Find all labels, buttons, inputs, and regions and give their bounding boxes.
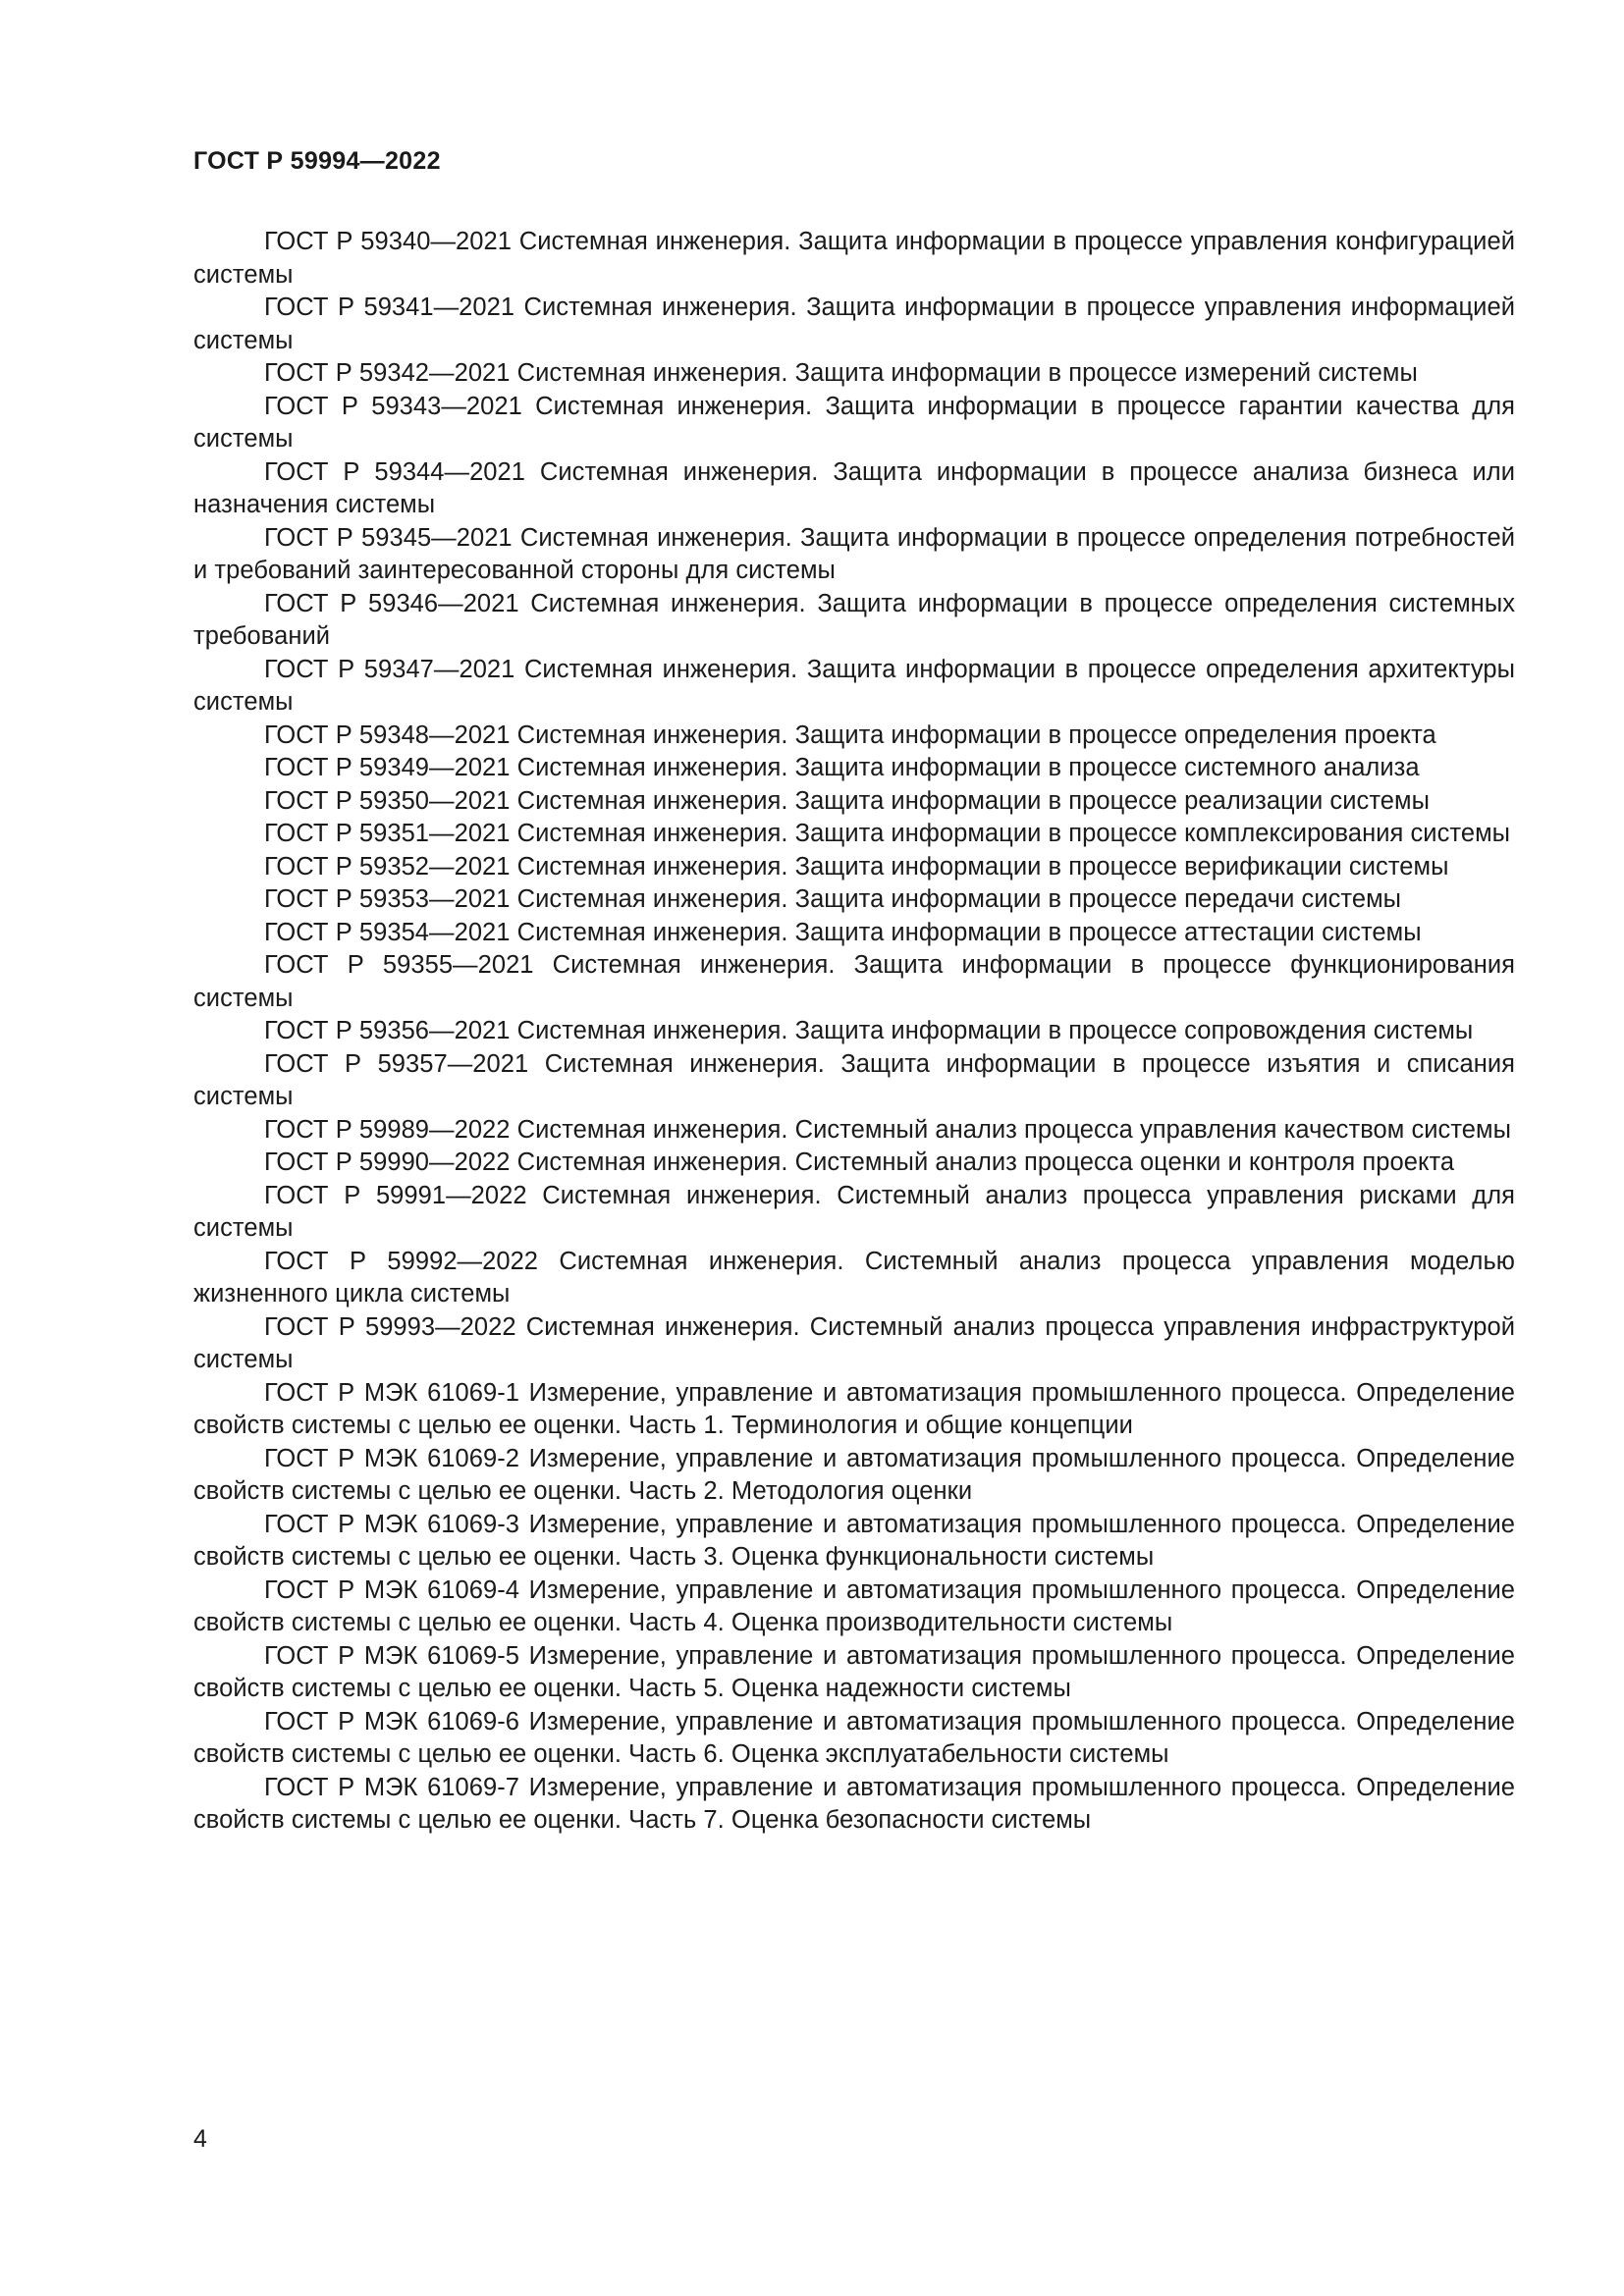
reference-item: ГОСТ Р 59340—2021 Системная инженерия. Защита информации в процессе управления конфигурацией системы xyxy=(193,228,1515,289)
reference-item: ГОСТ Р 59341—2021 Системная инженерия. Защита информации в процессе управления информацией системы xyxy=(193,294,1515,354)
reference-item: ГОСТ Р МЭК 61069-6 Измерение, управление и автоматизация промышленного процесса. Определение свойств системы с целью ее оценки. Часть 6. Оценка эксплуатабельности системы xyxy=(193,1707,1515,1768)
reference-item: ГОСТ Р 59349—2021 Системная инженерия. Защита информации в процессе системного анализа xyxy=(264,754,1420,781)
document-header: ГОСТ Р 59994—2022 xyxy=(193,147,441,175)
reference-item: ГОСТ Р 59350—2021 Системная инженерия. Защита информации в процессе реализации системы xyxy=(264,786,1430,815)
reference-item: ГОСТ Р 59353—2021 Системная инженерия. Защита информации в процессе передачи системы xyxy=(264,885,1402,913)
reference-list xyxy=(193,226,1515,1838)
reference-item: ГОСТ Р МЭК 61069-5 Измерение, управление и автоматизация промышленного процесса. Определение свойств системы с целью ее оценки. Часть 5. Оценка надежности системы xyxy=(193,1641,1515,1702)
reference-item: ГОСТ Р 59345—2021 Системная инженерия. Защита информации в процессе определения потребностей и требований заинтересованной стороны для системы xyxy=(193,523,1515,584)
reference-item: ГОСТ Р 59357—2021 Системная инженерия. Защита информации в процессе изъятия и списания системы xyxy=(193,1049,1515,1110)
reference-item: ГОСТ Р МЭК 61069-7 Измерение, управление и автоматизация промышленного процесса. Определение свойств системы с целью ее оценки. Часть 7. Оценка безопасности системы xyxy=(193,1773,1515,1834)
reference-item: ГОСТ Р 59354—2021 Системная инженерия. Защита информации в процессе аттестации системы xyxy=(264,918,1422,946)
reference-item: ГОСТ Р 59348—2021 Системная инженерия. Защита информации в процессе определения проекта xyxy=(264,721,1436,749)
reference-item: ГОСТ Р 59989—2022 Системная инженерия. Системный анализ процесса управления качеством системы xyxy=(264,1115,1511,1144)
reference-item: ГОСТ Р 59355—2021 Системная инженерия. Защита информации в процессе функционирования системы xyxy=(193,951,1515,1012)
reference-item: ГОСТ Р 59352—2021 Системная инженерия. Защита информации в процессе верификации системы xyxy=(264,852,1449,881)
reference-item: ГОСТ Р 59346—2021 Системная инженерия. Защита информации в процессе определения системных требований xyxy=(193,589,1515,650)
reference-item: ГОСТ Р МЭК 61069-4 Измерение, управление и автоматизация промышленного процесса. Определение свойств системы с целью ее оценки. Часть 4. Оценка производительности системы xyxy=(193,1575,1515,1636)
reference-item: ГОСТ Р 59344—2021 Системная инженерия. Защита информации в процессе анализа бизнеса или назначения системы xyxy=(193,457,1515,518)
reference-item: ГОСТ Р 59993—2022 Системная инженерия. Системный анализ процесса управления инфраструктурой системы xyxy=(193,1312,1515,1373)
page-number: 4 xyxy=(193,2125,207,2153)
reference-item: ГОСТ Р 59342—2021 Системная инженерия. Защита информации в процессе измерений системы xyxy=(264,359,1418,387)
reference-item: ГОСТ Р МЭК 61069-3 Измерение, управление и автоматизация промышленного процесса. Определение свойств системы с целью ее оценки. Часть 3. Оценка функциональности системы xyxy=(193,1510,1515,1571)
reference-item: ГОСТ Р 59351—2021 Системная инженерия. Защита информации в процессе комплексирования системы xyxy=(264,820,1511,847)
reference-item: ГОСТ Р 59343—2021 Системная инженерия. Защита информации в процессе гарантии качества для системы xyxy=(193,392,1515,453)
reference-item: ГОСТ Р 59347—2021 Системная инженерия. Защита информации в процессе определения архитектуры системы xyxy=(193,655,1515,716)
reference-item: ГОСТ Р 59991—2022 Системная инженерия. Системный анализ процесса управления рисками для системы xyxy=(193,1181,1515,1242)
reference-item: ГОСТ Р 59990—2022 Системная инженерия. Системный анализ процесса оценки и контроля проекта xyxy=(264,1148,1455,1176)
reference-item: ГОСТ Р 59992—2022 Системная инженерия. Системный анализ процесса управления моделью жизненного цикла системы xyxy=(193,1247,1515,1308)
reference-item: ГОСТ Р МЭК 61069-2 Измерение, управление и автоматизация промышленного процесса. Определение свойств системы с целью ее оценки. Часть 2. Методология оценки xyxy=(193,1444,1515,1505)
reference-item: ГОСТ Р МЭК 61069-1 Измерение, управление и автоматизация промышленного процесса. Определение свойств системы с целью ее оценки. Часть 1. Терминология и общие концепции xyxy=(193,1378,1515,1439)
reference-item: ГОСТ Р 59356—2021 Системная инженерия. Защита информации в процессе сопровождения системы xyxy=(264,1017,1474,1044)
